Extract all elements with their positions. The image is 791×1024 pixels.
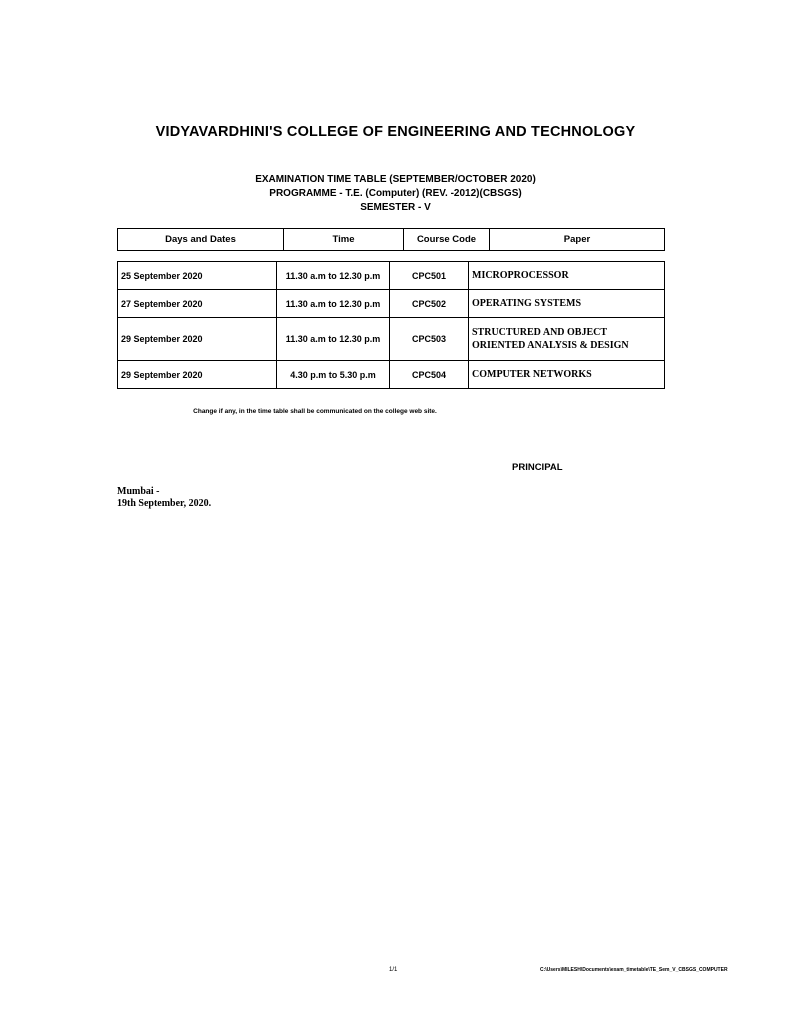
table-row (118, 361, 665, 389)
row-course-code: CPC503 (390, 318, 469, 361)
row-time: 11.30 a.m to 12.30 p.m (277, 262, 390, 290)
row-date: 29 September 2020 (118, 318, 277, 361)
row-date: 25 September 2020 (118, 262, 277, 290)
programme-line: PROGRAMME - T.E. (Computer) (REV. -2012)(CBSGS) (269, 188, 522, 199)
timetable-header (117, 228, 665, 251)
issue-date: 19th September, 2020. (117, 498, 212, 509)
row-time: 11.30 a.m to 12.30 p.m (277, 318, 390, 361)
col-days-and-dates: Days and Dates (118, 229, 284, 251)
timetable (117, 261, 665, 389)
file-path: C:\Users\MILESH\Documents\exam_timetable\TE_Sem_V_CBSGS_COMPUTER (540, 967, 728, 973)
table-row (118, 262, 665, 290)
col-paper: Paper (490, 229, 665, 251)
exam-title: EXAMINATION TIME TABLE (SEPTEMBER/OCTOBER 2020) (255, 174, 536, 185)
row-paper: STRUCTURED AND OBJECT ORIENTED ANALYSIS & DESIGN (469, 318, 665, 361)
row-paper: MICROPROCESSOR (469, 262, 665, 290)
row-date: 27 September 2020 (118, 290, 277, 318)
change-note: Change if any, in the time table shall be communicated on the college web site. (193, 408, 437, 415)
row-course-code: CPC504 (390, 361, 469, 389)
principal-signature: PRINCIPAL (512, 462, 563, 473)
row-course-code: CPC502 (390, 290, 469, 318)
page-number: 1/1 (389, 967, 398, 973)
header-row (118, 229, 665, 251)
row-paper: COMPUTER NETWORKS (469, 361, 665, 389)
semester-line: SEMESTER - V (360, 202, 431, 213)
table-row (118, 290, 665, 318)
row-time: 4.30 p.m to 5.30 p.m (277, 361, 390, 389)
place-line: Mumbai - (117, 486, 160, 497)
col-time: Time (284, 229, 404, 251)
row-date: 29 September 2020 (118, 361, 277, 389)
row-time: 11.30 a.m to 12.30 p.m (277, 290, 390, 318)
row-paper: OPERATING SYSTEMS (469, 290, 665, 318)
table-row (118, 318, 665, 361)
col-course-code: Course Code (404, 229, 490, 251)
college-name: VIDYAVARDHINI'S COLLEGE OF ENGINEERING AND TECHNOLOGY (155, 124, 636, 140)
row-course-code: CPC501 (390, 262, 469, 290)
